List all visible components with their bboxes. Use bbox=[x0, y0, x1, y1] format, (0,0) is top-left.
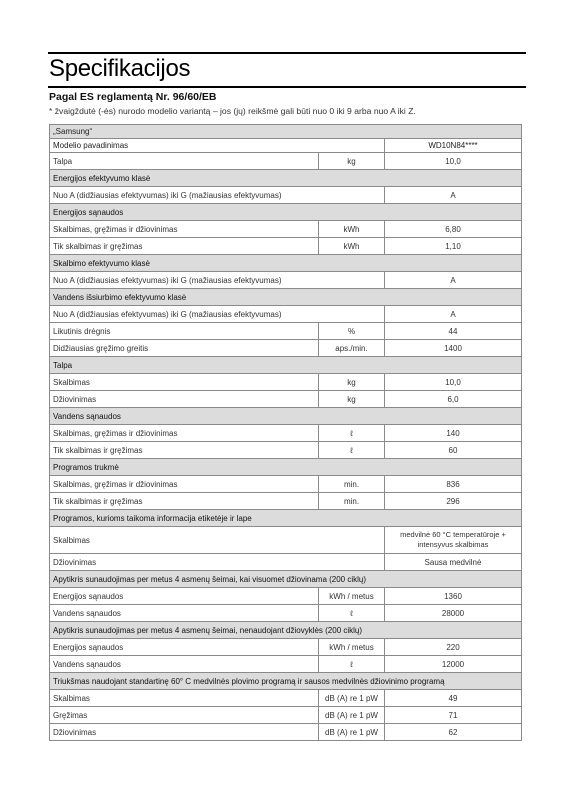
spec-unit: min. bbox=[319, 493, 385, 510]
spec-unit: ℓ bbox=[319, 442, 385, 459]
spec-row bbox=[50, 425, 522, 442]
section-header-row bbox=[50, 510, 522, 527]
spec-value: A bbox=[385, 272, 522, 289]
section-header-row bbox=[50, 255, 522, 272]
section-header-row bbox=[50, 170, 522, 187]
spec-unit: kWh bbox=[319, 221, 385, 238]
spec-row bbox=[50, 493, 522, 510]
section-header-row bbox=[50, 204, 522, 221]
spec-unit: min. bbox=[319, 476, 385, 493]
model-row bbox=[50, 139, 522, 153]
spec-label: Džiovinimas bbox=[50, 391, 319, 408]
spec-value: 71 bbox=[385, 707, 522, 724]
spec-unit: dB (A) re 1 pW bbox=[319, 724, 385, 741]
spec-row bbox=[50, 656, 522, 673]
spec-label: Likutinis drėgnis bbox=[50, 323, 319, 340]
spec-label: Didžiausias gręžimo greitis bbox=[50, 340, 319, 357]
spec-value: 62 bbox=[385, 724, 522, 741]
spec-value: 12000 bbox=[385, 656, 522, 673]
spec-value: 44 bbox=[385, 323, 522, 340]
section-title: Programos, kurioms taikoma informacija etiketėje ir lape bbox=[50, 510, 522, 527]
spec-value: 220 bbox=[385, 639, 522, 656]
spec-table bbox=[49, 124, 522, 741]
section-title: Talpa bbox=[50, 357, 522, 374]
section-title: Energijos sąnaudos bbox=[50, 204, 522, 221]
spec-value: 10,0 bbox=[385, 153, 522, 170]
spec-value: 6,80 bbox=[385, 221, 522, 238]
spec-label: Vandens sąnaudos bbox=[50, 656, 319, 673]
spec-value: 140 bbox=[385, 425, 522, 442]
spec-unit: ℓ bbox=[319, 605, 385, 622]
spec-label: Nuo A (didžiausias efektyvumas) iki G (mažiausias efektyvumas) bbox=[50, 272, 385, 289]
section-title: Energijos efektyvumo klasė bbox=[50, 170, 522, 187]
spec-label: Skalbimas bbox=[50, 690, 319, 707]
section-header-row bbox=[50, 408, 522, 425]
spec-label: Nuo A (didžiausias efektyvumas) iki G (mažiausias efektyvumas) bbox=[50, 306, 385, 323]
spec-unit: ℓ bbox=[319, 656, 385, 673]
spec-row bbox=[50, 153, 522, 170]
spec-value: 60 bbox=[385, 442, 522, 459]
spec-row bbox=[50, 187, 522, 204]
spec-row bbox=[50, 340, 522, 357]
model-label: Modelio pavadinimas bbox=[50, 139, 385, 153]
spec-unit: kWh / metus bbox=[319, 588, 385, 605]
spec-row bbox=[50, 272, 522, 289]
spec-label: Skalbimas bbox=[50, 374, 319, 391]
spec-unit: aps./min. bbox=[319, 340, 385, 357]
spec-unit: kg bbox=[319, 153, 385, 170]
model-value: WD10N84**** bbox=[385, 139, 522, 153]
spec-row bbox=[50, 707, 522, 724]
spec-unit: % bbox=[319, 323, 385, 340]
spec-label: Nuo A (didžiausias efektyvumas) iki G (mažiausias efektyvumas) bbox=[50, 187, 385, 204]
spec-label: Talpa bbox=[50, 153, 319, 170]
section-header-row bbox=[50, 622, 522, 639]
section-title: Vandens sąnaudos bbox=[50, 408, 522, 425]
section-title: Programos trukmė bbox=[50, 459, 522, 476]
section-title: Triukšmas naudojant standartinę 60° C medvilnės plovimo programą ir sausos medvilnės džiovinimo programą bbox=[50, 673, 522, 690]
spec-row bbox=[50, 690, 522, 707]
spec-row bbox=[50, 605, 522, 622]
spec-label: Skalbimas, gręžimas ir džiovinimas bbox=[50, 425, 319, 442]
spec-row bbox=[50, 554, 522, 571]
spec-row bbox=[50, 306, 522, 323]
spec-value: 296 bbox=[385, 493, 522, 510]
footnote: * žvaigždutė (-ės) nurodo modelio variantą – jos (jų) reikšmė gali būti nuo 0 iki 9 arba nuo A iki Z. bbox=[49, 106, 416, 116]
page-header bbox=[48, 52, 526, 88]
spec-unit: kg bbox=[319, 391, 385, 408]
section-header-row bbox=[50, 357, 522, 374]
brand-label: „Samsung“ bbox=[50, 125, 522, 139]
spec-value: medvilnė 60 °C temperatūroje + intensyvus skalbimas bbox=[385, 527, 522, 554]
spec-row bbox=[50, 476, 522, 493]
spec-row bbox=[50, 639, 522, 656]
spec-row bbox=[50, 221, 522, 238]
spec-row bbox=[50, 238, 522, 255]
spec-unit: dB (A) re 1 pW bbox=[319, 707, 385, 724]
spec-row bbox=[50, 323, 522, 340]
spec-value: Sausa medvilnė bbox=[385, 554, 522, 571]
spec-value: 1360 bbox=[385, 588, 522, 605]
section-title: Skalbimo efektyvumo klasė bbox=[50, 255, 522, 272]
spec-value: 10,0 bbox=[385, 374, 522, 391]
spec-label: Skalbimas bbox=[50, 527, 385, 554]
spec-unit: kWh / metus bbox=[319, 639, 385, 656]
spec-label: Tik skalbimas ir gręžimas bbox=[50, 493, 319, 510]
spec-label: Skalbimas, gręžimas ir džiovinimas bbox=[50, 221, 319, 238]
section-title: Vandens išsiurbimo efektyvumo klasė bbox=[50, 289, 522, 306]
section-header-row bbox=[50, 289, 522, 306]
spec-row bbox=[50, 391, 522, 408]
section-header-row bbox=[50, 459, 522, 476]
spec-label: Tik skalbimas ir gręžimas bbox=[50, 442, 319, 459]
spec-label: Tik skalbimas ir gręžimas bbox=[50, 238, 319, 255]
brand-row bbox=[50, 125, 522, 139]
section-title: Apytikris sunaudojimas per metus 4 asmenų šeimai, nenaudojant džiovyklės (200 ciklų) bbox=[50, 622, 522, 639]
section-header-row bbox=[50, 673, 522, 690]
spec-row bbox=[50, 588, 522, 605]
spec-label: Džiovinimas bbox=[50, 554, 385, 571]
spec-label: Energijos sąnaudos bbox=[50, 588, 319, 605]
spec-label: Skalbimas, gręžimas ir džiovinimas bbox=[50, 476, 319, 493]
spec-label: Gręžimas bbox=[50, 707, 319, 724]
spec-unit: kWh bbox=[319, 238, 385, 255]
spec-unit: dB (A) re 1 pW bbox=[319, 690, 385, 707]
spec-row bbox=[50, 374, 522, 391]
spec-label: Energijos sąnaudos bbox=[50, 639, 319, 656]
spec-row bbox=[50, 724, 522, 741]
spec-label: Džiovinimas bbox=[50, 724, 319, 741]
spec-value: 1400 bbox=[385, 340, 522, 357]
section-title: Apytikris sunaudojimas per metus 4 asmenų šeimai, kai visuomet džiovinama (200 ciklų) bbox=[50, 571, 522, 588]
spec-row bbox=[50, 527, 522, 554]
spec-value: 6,0 bbox=[385, 391, 522, 408]
spec-unit: kg bbox=[319, 374, 385, 391]
spec-value: A bbox=[385, 306, 522, 323]
spec-value: 1,10 bbox=[385, 238, 522, 255]
spec-value: 836 bbox=[385, 476, 522, 493]
spec-unit: ℓ bbox=[319, 425, 385, 442]
section-header-row bbox=[50, 571, 522, 588]
regulation-subtitle: Pagal ES reglamentą Nr. 96/60/EB bbox=[49, 91, 217, 103]
spec-value: 49 bbox=[385, 690, 522, 707]
spec-label: Vandens sąnaudos bbox=[50, 605, 319, 622]
spec-row bbox=[50, 442, 522, 459]
page-title: Specifikacijos bbox=[49, 55, 191, 82]
spec-value: A bbox=[385, 187, 522, 204]
spec-value: 28000 bbox=[385, 605, 522, 622]
